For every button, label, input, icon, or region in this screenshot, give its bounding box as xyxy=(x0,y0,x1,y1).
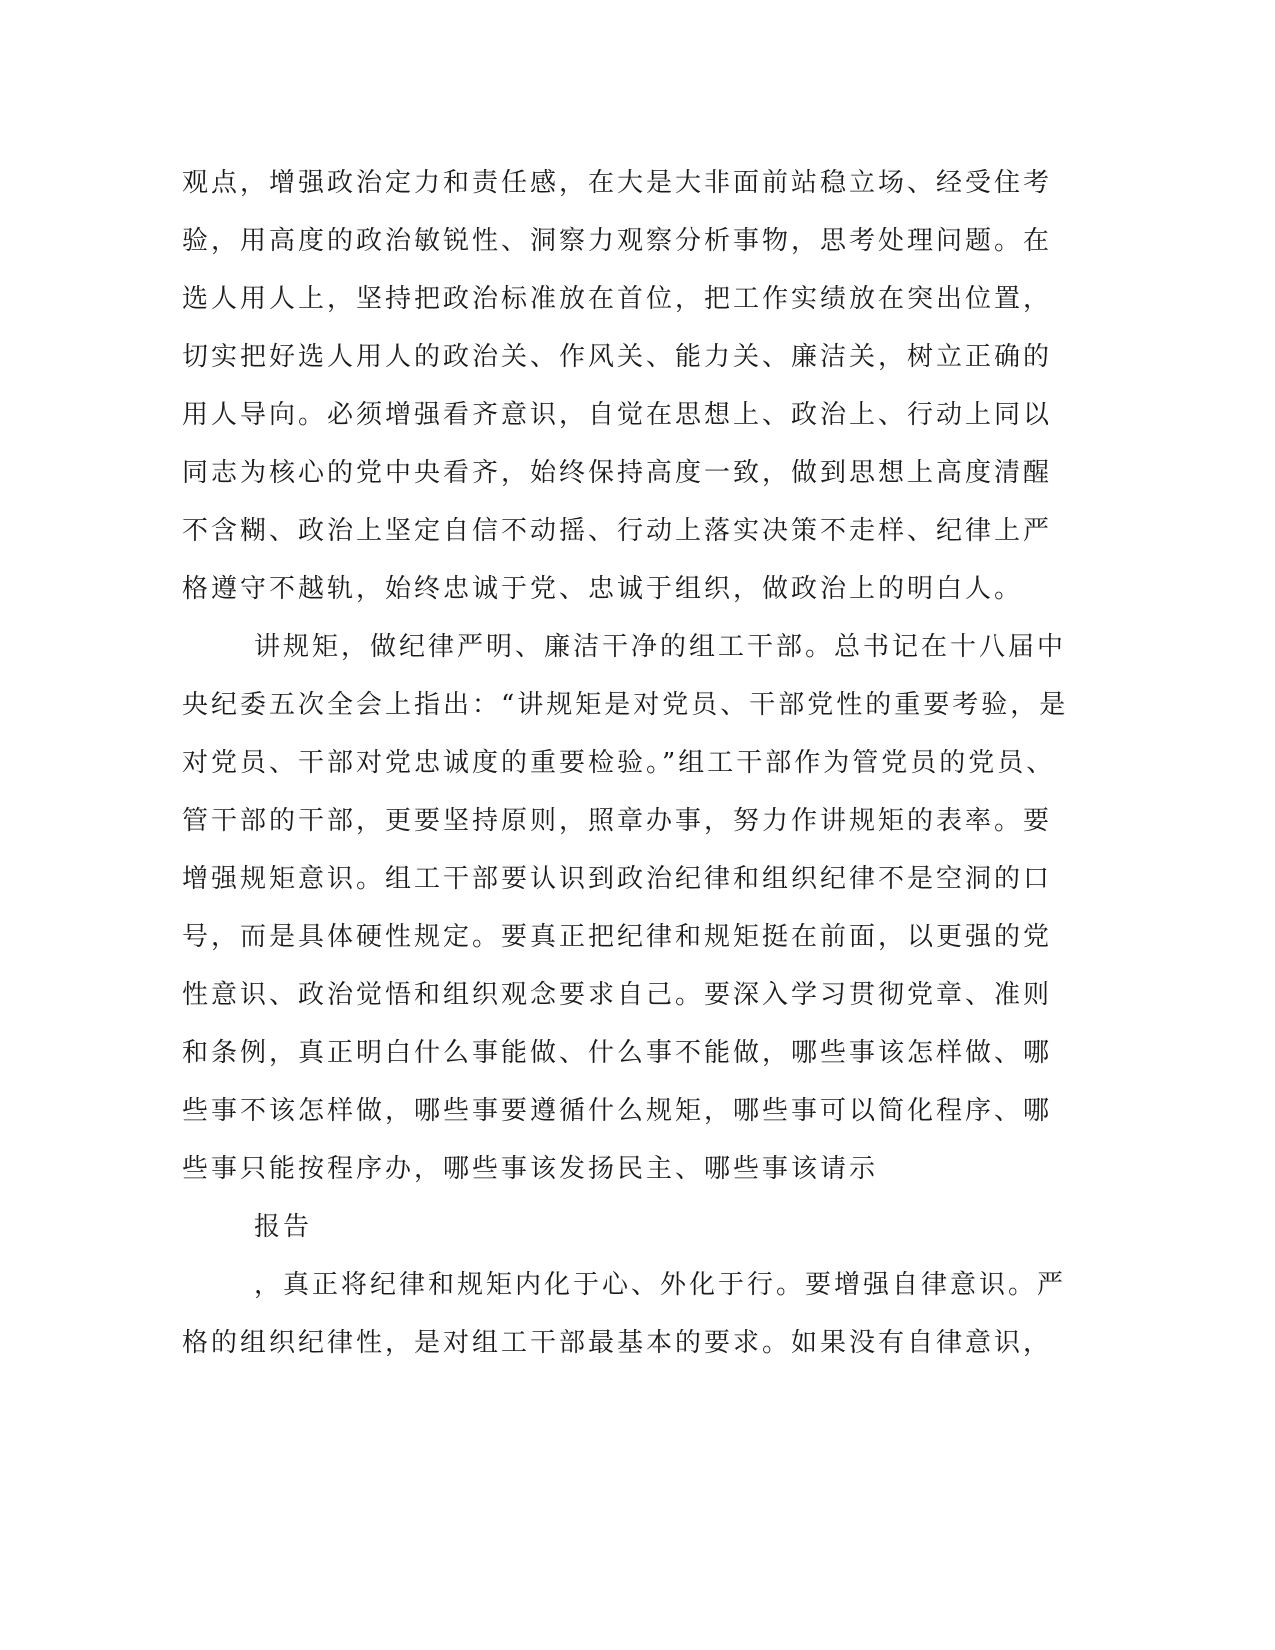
text-line: 性意识、政治觉悟和组织观念要求自己。要深入学习贯彻党章、准则 xyxy=(182,980,1053,1010)
text-line: 央纪委五次全会上指出：“讲规矩是对党员、干部党性的重要考验，是 xyxy=(182,690,1069,720)
text-line: 验，用高度的政治敏锐性、洞察力观察分析事物，思考处理问题。在 xyxy=(182,226,1053,256)
text-line: 切实把好选人用人的政治关、作风关、能力关、廉洁关，树立正确的 xyxy=(182,342,1053,372)
text-line: 增强规矩意识。组工干部要认识到政治纪律和组织纪律不是空洞的口 xyxy=(182,864,1053,894)
text-line: 选人用人上，坚持把政治标准放在首位，把工作实绩放在突出位置， xyxy=(182,284,1053,314)
paragraph-first-line: 讲规矩，做纪律严明、廉洁干净的组工干部。总书记在十八届中 xyxy=(254,632,1067,662)
text-line: 些事只能按程序办，哪些事该发扬民主、哪些事该请示 xyxy=(182,1154,879,1184)
text-line: 观点，增强政治定力和责任感，在大是大非面前站稳立场、经受住考 xyxy=(182,168,1053,198)
paragraph-first-line: 报告 xyxy=(254,1212,313,1242)
text-line: 些事不该怎样做，哪些事要遵循什么规矩，哪些事可以简化程序、哪 xyxy=(182,1096,1053,1126)
text-line: 和条例，真正明白什么事能做、什么事不能做，哪些事该怎样做、哪 xyxy=(182,1038,1053,1068)
text-line: 用人导向。必须增强看齐意识，自觉在思想上、政治上、行动上同以 xyxy=(182,400,1053,430)
document-body xyxy=(182,154,1069,1372)
text-line: 格遵守不越轨，始终忠诚于党、忠诚于组织，做政治上的明白人。 xyxy=(182,574,1024,604)
text-line: 不含糊、政治上坚定自信不动摇、行动上落实决策不走样、纪律上严 xyxy=(182,516,1053,546)
text-line: 对党员、干部对党忠诚度的重要检验。”组工干部作为管党员的党员、 xyxy=(182,748,1056,778)
text-line: 同志为核心的党中央看齐，始终保持高度一致，做到思想上高度清醒 xyxy=(182,458,1053,488)
text-line: 格的组织纪律性，是对组工干部最基本的要求。如果没有自律意识， xyxy=(182,1328,1053,1358)
text-line: 管干部的干部，更要坚持原则，照章办事，努力作讲规矩的表率。要 xyxy=(182,806,1053,836)
text-line: 号，而是具体硬性规定。要真正把纪律和规矩挺在前面，以更强的党 xyxy=(182,922,1053,952)
paragraph-first-line: ，真正将纪律和规矩内化于心、外化于行。要增强自律意识。严 xyxy=(254,1270,1067,1300)
